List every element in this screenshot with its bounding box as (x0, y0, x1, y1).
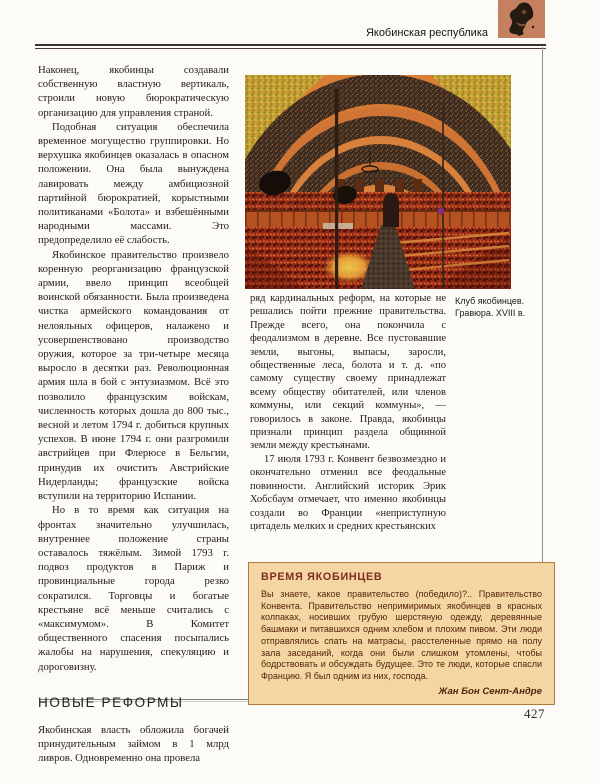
quote-box (248, 562, 555, 705)
paragraph: Якобинская власть обложила богачей принудительным займом в 1 млрд ливров. Одновременно она провела (38, 723, 229, 765)
top-rule (35, 44, 546, 49)
caption-line: Клуб якобинцев. (455, 296, 525, 306)
running-title: Якобинская республика (365, 27, 488, 39)
paragraph: 17 июля 1793 г. Конвент безвозмездно и окончательно отменил все феодальные повинности. Английский историк Эрик Хобсбаум отмечает, что именно якобинцы создали во Франции «неприступную цитадель мелких и средних крестьянских (250, 453, 446, 532)
paragraph: ряд кардинальных реформ, на которые не решались пойти прежние правительства. Прежде всего, она покончила с феодализмом в деревне. Все пустовавшие земли, выгоны, выпасы, заросли, общественные леса, болота и т. д. «по самому существу своему принадлежат всему обществу обитателей, или членов коммуны, или секций коммуны», — говорилось в законе. Правда, якобинцы признали принцип раздела общинной земли между крестьянами. (250, 293, 446, 452)
image-caption (455, 296, 547, 319)
right-column (250, 292, 446, 533)
quote-box-attribution: Жан Бон Сент-Андре (438, 685, 542, 697)
jacobin-club-engraving (245, 75, 511, 289)
jacobin-figure-icon (498, 0, 545, 38)
section-heading: НОВЫЕ РЕФОРМЫ (38, 694, 184, 710)
quote-box-title: ВРЕМЯ ЯКОБИНЦЕВ (261, 571, 383, 583)
left-column (38, 63, 229, 766)
page-number: 427 (524, 706, 545, 721)
paragraph: Якобинское правительство произвело коренную реорганизацию французской армии, ввело принцип всеобщей воинской обязанности. Была произведена чистка армейского командования от нелояльных офицеров, налажено и усовершенствовано производство оружия, которое за три-четыре месяца выросло в десятки раз. Революционная армия шла в бой с энтузиазмом. Всё это позволило французским войскам, численность которых дошла до 800 тыс., весной и летом 1794 г. добиться крупных успехов. В июне 1794 г. они разгромили австрийцев при Флерюсе в Бельгии, принудив их очистить Австрийские Нидерланды; французские войска вступили на территорию Испании. (38, 248, 229, 503)
quote-box-text: Вы знаете, какое правительство (победило)?.. Правительство Конвента. Правительство непримиримых якобинцев в красных колпаках, носивших грубую шерстяную одежду, деревянные башмаки и питавшихся одним хлебом и плохим пивом. Эти люди отправлялись спать на матрасы, расстеленные прямо на полу зала заседаний, когда они были слишком утомлены, чтобы бодрствовать и обсуждать будущее. Это те люди, которые спасли Францию. Я был одним из них, господа. (261, 589, 542, 681)
paragraph: Но в то время как ситуация на фронтах значительно улучшилась, внутреннее положение страны оставалось тяжёлым. Зимой 1793 г. подвоз продуктов в Париж и провинциальные города резко сократился. Торговцы и богатые крестьяне всё меньше считались с «максимумом». В Комитет общественного спасения посыпались жалобы на нарушения, спекуляцию и дороговизну. (38, 504, 229, 673)
caption-line: Гравюра. XVIII в. (455, 307, 526, 318)
paragraph: Наконец, якобинцы создавали собственную властную вертикаль, строили новую бюрократическую организацию для управления страной. (38, 64, 229, 119)
paragraph: Подобная ситуация обеспечила временное могущество группировки. Но верхушка якобинцев оказалась в опасном положении. Она была вынуждена лавировать между амбициозной партийной бюрократией, корыстными политиканами «Болота» и взбешёнными народными массами. Это предопределило её слабость. (38, 120, 229, 247)
